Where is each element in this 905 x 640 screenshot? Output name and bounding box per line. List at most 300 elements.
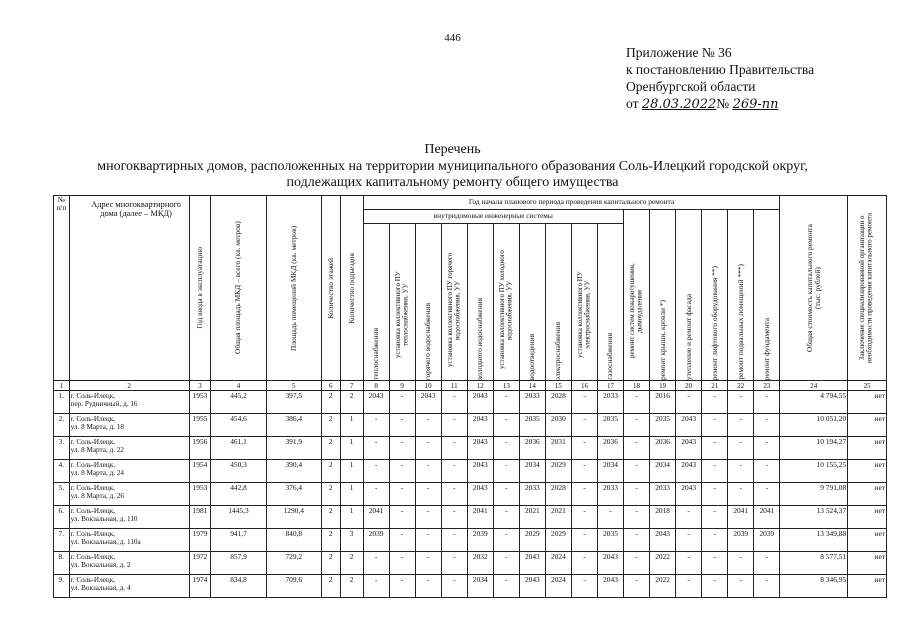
table-cell: - [728, 391, 754, 414]
table-cell: 2029 [519, 529, 545, 552]
column-number: 17 [597, 381, 623, 391]
address-city: г. Соль-Илецк, [70, 484, 116, 492]
header-entrances: Количество подъездов [340, 196, 363, 381]
table-cell: 2039 [728, 529, 754, 552]
appendix-line-4 [626, 95, 814, 113]
column-number: 9 [389, 381, 415, 391]
header-total-area: Общая площадь МКД – всего (кв. метров) [211, 196, 266, 381]
column-number: 8 [363, 381, 389, 391]
table-cell: - [571, 483, 597, 506]
table-cell: нет [848, 575, 887, 598]
address-street: ул. Вокзальная, д. 2 [70, 561, 131, 570]
row-address [69, 552, 189, 575]
table-cell: 4 794,55 [780, 391, 848, 414]
table-cell: - [493, 575, 519, 598]
table-cell: - [363, 575, 389, 598]
column-number: 16 [571, 381, 597, 391]
table-cell: нет [848, 437, 887, 460]
table-cell: 1956 [189, 437, 211, 460]
header-room-area: Площадь помещений МКД (кв. метров) [266, 196, 321, 381]
row-number: 2. [54, 414, 70, 437]
table-cell: 2033 [597, 483, 623, 506]
row-number: 6. [54, 506, 70, 529]
repair-table [53, 195, 887, 598]
table-cell: 1981 [189, 506, 211, 529]
table-cell: - [702, 506, 728, 529]
table-cell: - [571, 414, 597, 437]
row-number: 1. [54, 391, 70, 414]
header-address: Адрес многоквартирного дома (далее – МКД) [69, 196, 189, 381]
table-cell: 2021 [519, 506, 545, 529]
row-address [69, 437, 189, 460]
table-cell: 1 [340, 414, 363, 437]
row-number: 9. [54, 575, 70, 598]
header-hot-water: горячего водоснабжения [415, 224, 441, 381]
table-cell: 2034 [467, 575, 493, 598]
table-cell: - [754, 414, 780, 437]
table-cell: - [676, 529, 702, 552]
row-address [69, 391, 189, 414]
table-row [54, 460, 887, 483]
table-cell: - [676, 575, 702, 598]
table-cell: - [441, 575, 467, 598]
column-number: 3 [189, 381, 211, 391]
table-cell: 1 [340, 483, 363, 506]
table-cell: - [493, 414, 519, 437]
table-cell: 2034 [650, 460, 676, 483]
table-cell: - [754, 575, 780, 598]
row-number: 3. [54, 437, 70, 460]
header-engineering-systems: внутридомовые инженерные системы [363, 210, 623, 224]
table-cell: 1290,4 [266, 506, 321, 529]
table-cell: - [415, 529, 441, 552]
table-cell: 2036 [597, 437, 623, 460]
column-number: 21 [702, 381, 728, 391]
table-cell: 2043 [650, 529, 676, 552]
table-cell: 10 155,25 [780, 460, 848, 483]
header-floors: Количество этажей [321, 196, 340, 381]
table-cell: 2043 [676, 483, 702, 506]
table-cell: - [624, 529, 650, 552]
table-cell: - [754, 483, 780, 506]
row-address [69, 414, 189, 437]
address-street: ул. 8 Марта, д. 26 [70, 492, 125, 501]
table-cell: 2016 [650, 391, 676, 414]
header-heating: теплоснабжения [363, 224, 389, 381]
table-cell: - [389, 483, 415, 506]
table-cell: 840,8 [266, 529, 321, 552]
table-cell: 2024 [545, 552, 571, 575]
header-electricity-meter: установка коллективного ПУ электроснабжения, УУ [571, 224, 597, 381]
table-cell: 2033 [650, 483, 676, 506]
address-city: г. Соль-Илецк, [70, 438, 116, 446]
table-cell: 2029 [545, 460, 571, 483]
table-cell: 2032 [467, 552, 493, 575]
table-cell: - [415, 483, 441, 506]
table-cell: - [676, 391, 702, 414]
header-heating-meter: установка коллективного ПУ теплоснабжения, УУ [389, 224, 415, 381]
table-cell: 390,4 [266, 460, 321, 483]
table-cell: - [363, 414, 389, 437]
table-cell: нет [848, 460, 887, 483]
table-cell: 9 791,08 [780, 483, 848, 506]
header-lift: ремонт лифтового оборудования **) [702, 210, 728, 381]
header-foundation: ремонт фундамента [754, 210, 780, 381]
address-city: г. Соль-Илецк, [70, 392, 116, 400]
appendix-line-3: Оренбургской области [626, 79, 756, 94]
table-cell: 857,9 [211, 552, 266, 575]
table-cell: 2 [321, 575, 340, 598]
table-cell: 2043 [519, 575, 545, 598]
table-cell: нет [848, 483, 887, 506]
column-number: 6 [321, 381, 340, 391]
appendix-line-2: к постановлению Правительства [626, 62, 815, 77]
table-cell: 1 [340, 460, 363, 483]
header-basement: ремонт подвальных помещений ***) [728, 210, 754, 381]
table-cell: нет [848, 506, 887, 529]
table-cell: 2043 [597, 575, 623, 598]
table-cell: 2039 [467, 529, 493, 552]
table-cell: 2 [321, 506, 340, 529]
table-cell: - [363, 552, 389, 575]
table-cell: 397,5 [266, 391, 321, 414]
header-roof: ремонт крыши, кровли *) [650, 210, 676, 381]
column-number: 20 [676, 381, 702, 391]
table-cell: - [676, 552, 702, 575]
table-cell: 2028 [545, 391, 571, 414]
address-city: г. Соль-Илецк, [70, 507, 116, 515]
table-cell: - [754, 460, 780, 483]
column-number: 23 [754, 381, 780, 391]
table-cell: 834,8 [211, 575, 266, 598]
table-cell: 2033 [519, 391, 545, 414]
address-street: ул. Вокзальная, д. 110 [70, 515, 138, 524]
table-cell: 2039 [754, 529, 780, 552]
table-cell: - [624, 483, 650, 506]
table-cell: - [702, 575, 728, 598]
column-number: 1 [54, 381, 70, 391]
table-cell: - [441, 483, 467, 506]
row-number: 5. [54, 483, 70, 506]
table-cell: 2043 [519, 552, 545, 575]
table-cell: 941,7 [211, 529, 266, 552]
table-cell: 2033 [519, 483, 545, 506]
table-cell: - [728, 552, 754, 575]
table-cell: - [389, 529, 415, 552]
appendix-number: 269-пп [732, 97, 779, 112]
table-cell: 2 [321, 552, 340, 575]
header-plan-period: Год начала планового периода проведения капитального ремонта [363, 196, 780, 210]
table-cell: - [363, 437, 389, 460]
table-cell: - [676, 506, 702, 529]
table-cell: 2043 [676, 460, 702, 483]
address-city: г. Соль-Илецк, [70, 415, 116, 423]
row-address [69, 529, 189, 552]
table-cell: - [728, 414, 754, 437]
table-cell: 2 [321, 529, 340, 552]
table-cell: 2 [321, 391, 340, 414]
header-electricity: электроснабжения [545, 224, 571, 381]
table-cell: - [389, 437, 415, 460]
row-number: 4. [54, 460, 70, 483]
table-cell: 2022 [650, 575, 676, 598]
table-cell: 2033 [597, 391, 623, 414]
column-number-row [54, 381, 887, 391]
table-cell: 10 051,20 [780, 414, 848, 437]
table-cell: 1953 [189, 391, 211, 414]
table-cell: 8 346,95 [780, 575, 848, 598]
table-cell: - [571, 391, 597, 414]
table-cell: 2039 [363, 529, 389, 552]
address-street: пер. Рудничный, д. 16 [70, 400, 138, 409]
table-cell: 2041 [363, 506, 389, 529]
table-cell: - [571, 437, 597, 460]
table-cell: - [571, 506, 597, 529]
table-cell: - [624, 460, 650, 483]
table-cell: 2021 [545, 506, 571, 529]
table-cell: - [624, 414, 650, 437]
table-cell: - [624, 391, 650, 414]
table-cell: 2035 [597, 529, 623, 552]
table-cell: - [728, 460, 754, 483]
column-number: 14 [519, 381, 545, 391]
table-cell: - [493, 460, 519, 483]
table-cell: - [415, 414, 441, 437]
table-row [54, 552, 887, 575]
table-cell: 445,2 [211, 391, 266, 414]
address-street: ул. 8 Марта, д. 22 [70, 446, 125, 455]
table-cell: - [728, 483, 754, 506]
document-title [0, 142, 905, 192]
appendix-prefix: от [626, 96, 639, 111]
header-num: № п/п [54, 196, 70, 381]
column-number: 10 [415, 381, 441, 391]
table-cell: 461,1 [211, 437, 266, 460]
table-cell: 391,9 [266, 437, 321, 460]
table-cell: 1972 [189, 552, 211, 575]
table-cell: 2 [321, 483, 340, 506]
table-cell: 2036 [519, 437, 545, 460]
table-cell: 2043 [415, 391, 441, 414]
table-cell: - [624, 552, 650, 575]
table-cell: 2 [340, 552, 363, 575]
table-cell: 386,4 [266, 414, 321, 437]
table-cell: 2 [321, 414, 340, 437]
table-cell: нет [848, 529, 887, 552]
table-cell: - [702, 552, 728, 575]
table-cell: 442,8 [211, 483, 266, 506]
table-cell: - [493, 391, 519, 414]
table-cell: 2029 [545, 529, 571, 552]
address-street: ул. Вокзальная, д. 110а [70, 538, 141, 547]
table-cell: 2041 [728, 506, 754, 529]
table-cell: - [441, 529, 467, 552]
table-cell: 2041 [467, 506, 493, 529]
table-cell: нет [848, 552, 887, 575]
address-city: г. Соль-Илецк, [70, 461, 116, 469]
column-number: 7 [340, 381, 363, 391]
table-cell: - [441, 460, 467, 483]
page-number: 446 [444, 32, 461, 44]
table-cell: 2043 [676, 414, 702, 437]
table-cell: - [702, 529, 728, 552]
appendix-num-sign: № [716, 96, 730, 111]
table-cell: - [493, 437, 519, 460]
header-drainage: водоотведения [519, 224, 545, 381]
header-total-cost: Общая стоимость капитального ремонта (тыс. рублей) [780, 196, 848, 381]
table-cell: - [702, 437, 728, 460]
table-cell: - [493, 506, 519, 529]
column-number: 25 [848, 381, 887, 391]
row-address [69, 460, 189, 483]
table-cell: 1979 [189, 529, 211, 552]
table-cell: 2030 [545, 414, 571, 437]
table-cell: 2043 [363, 391, 389, 414]
table-cell: - [415, 460, 441, 483]
address-street: ул. Вокзальная, д. 4 [70, 584, 131, 593]
table-cell: 2043 [467, 391, 493, 414]
address-city: г. Соль-Илецк, [70, 576, 116, 584]
header-hot-water-meter: установка коллективного ПУ горячего водоснабжения, УУ [441, 224, 467, 381]
address-city: г. Соль-Илецк, [70, 553, 116, 561]
column-number: 18 [624, 381, 650, 391]
table-cell: - [415, 552, 441, 575]
table-cell: - [571, 529, 597, 552]
table-cell: - [702, 483, 728, 506]
table-cell: - [754, 552, 780, 575]
table-cell: - [441, 414, 467, 437]
table-cell: 729,2 [266, 552, 321, 575]
table-cell: - [624, 437, 650, 460]
table-cell: - [702, 391, 728, 414]
table-cell: 2034 [519, 460, 545, 483]
row-address [69, 483, 189, 506]
table-row [54, 529, 887, 552]
table-cell: - [571, 552, 597, 575]
table-cell: - [389, 391, 415, 414]
table-cell: - [363, 460, 389, 483]
table-cell: - [728, 575, 754, 598]
table-cell: - [493, 529, 519, 552]
table-cell: 2043 [467, 414, 493, 437]
title-line-2: многоквартирных домов, расположенных на территории муниципального образования Соль-Илецкий городской округ, [97, 158, 808, 174]
table-cell: - [389, 552, 415, 575]
table-cell: - [415, 437, 441, 460]
table-cell: - [571, 575, 597, 598]
table-cell: - [728, 437, 754, 460]
table-cell: - [702, 460, 728, 483]
table-cell: 709,6 [266, 575, 321, 598]
table-cell: 2035 [597, 414, 623, 437]
table-cell: 10 194,27 [780, 437, 848, 460]
table-row [54, 414, 887, 437]
table-cell: - [389, 575, 415, 598]
table-cell: 2034 [597, 460, 623, 483]
table-cell: 2043 [597, 552, 623, 575]
header-fire-systems: ремонт систем пожаротушения, дымоудаления [624, 210, 650, 381]
row-address [69, 506, 189, 529]
table-cell: нет [848, 391, 887, 414]
appendix-line-1: Приложение № 36 [626, 45, 732, 60]
column-number: 22 [728, 381, 754, 391]
table-cell: - [415, 506, 441, 529]
header-gas: газоснабжения [597, 224, 623, 381]
table-cell: 2043 [467, 437, 493, 460]
column-number: 12 [467, 381, 493, 391]
header-facade: утепление и ремонт фасада [676, 210, 702, 381]
table-cell: - [493, 552, 519, 575]
table-cell: 2036 [650, 437, 676, 460]
table-cell: нет [848, 414, 887, 437]
table-cell: 1954 [189, 460, 211, 483]
row-address [69, 575, 189, 598]
appendix-block [626, 44, 814, 113]
table-body [54, 381, 887, 598]
header-year: Год ввода в эксплуатацию [189, 196, 211, 381]
row-number: 7. [54, 529, 70, 552]
table-cell: - [441, 391, 467, 414]
table-cell: 2022 [650, 552, 676, 575]
table-cell: - [597, 506, 623, 529]
table-cell: - [702, 414, 728, 437]
table-cell: - [363, 483, 389, 506]
table-cell: 2035 [519, 414, 545, 437]
table-cell: 1974 [189, 575, 211, 598]
column-number: 2 [69, 381, 189, 391]
table-cell: 2018 [650, 506, 676, 529]
column-number: 4 [211, 381, 266, 391]
address-city: г. Соль-Илецк, [70, 530, 116, 538]
table-cell: 2031 [545, 437, 571, 460]
table-row [54, 575, 887, 598]
table-cell: 1953 [189, 483, 211, 506]
table-cell: 13 349,88 [780, 529, 848, 552]
table-cell: 1445,3 [211, 506, 266, 529]
table-cell: 2043 [467, 483, 493, 506]
header-conclusion: Заключение специализированной организации о необходимости проведения капитального ремонта [848, 196, 887, 381]
row-number: 8. [54, 552, 70, 575]
header-cold-water-meter: установка коллективного ПУ холодного водоснабжения, УУ [493, 224, 519, 381]
table-cell: 8 577,51 [780, 552, 848, 575]
column-number: 13 [493, 381, 519, 391]
address-street: ул. 8 Марта, д. 18 [70, 423, 125, 432]
column-number: 5 [266, 381, 321, 391]
table-cell: 376,4 [266, 483, 321, 506]
table-cell: 2 [340, 391, 363, 414]
table-cell: 2043 [676, 437, 702, 460]
table-cell: 2028 [545, 483, 571, 506]
table-cell: - [441, 437, 467, 460]
table-cell: 1 [340, 506, 363, 529]
table-cell: - [493, 483, 519, 506]
table-cell: - [389, 414, 415, 437]
table-cell: 3 [340, 529, 363, 552]
table-row [54, 391, 887, 414]
table-cell: 2 [321, 460, 340, 483]
column-number: 24 [780, 381, 848, 391]
table-cell: - [571, 460, 597, 483]
header-cold-water: холодного водоснабжения [467, 224, 493, 381]
table-cell: - [415, 575, 441, 598]
table-row [54, 483, 887, 506]
table-row [54, 437, 887, 460]
table-cell: - [441, 506, 467, 529]
column-number: 19 [650, 381, 676, 391]
appendix-date: 28.03.2022 [641, 97, 717, 112]
table-cell: - [624, 575, 650, 598]
table-cell: 1955 [189, 414, 211, 437]
address-street: ул. 8 Марта, д. 24 [70, 469, 125, 478]
